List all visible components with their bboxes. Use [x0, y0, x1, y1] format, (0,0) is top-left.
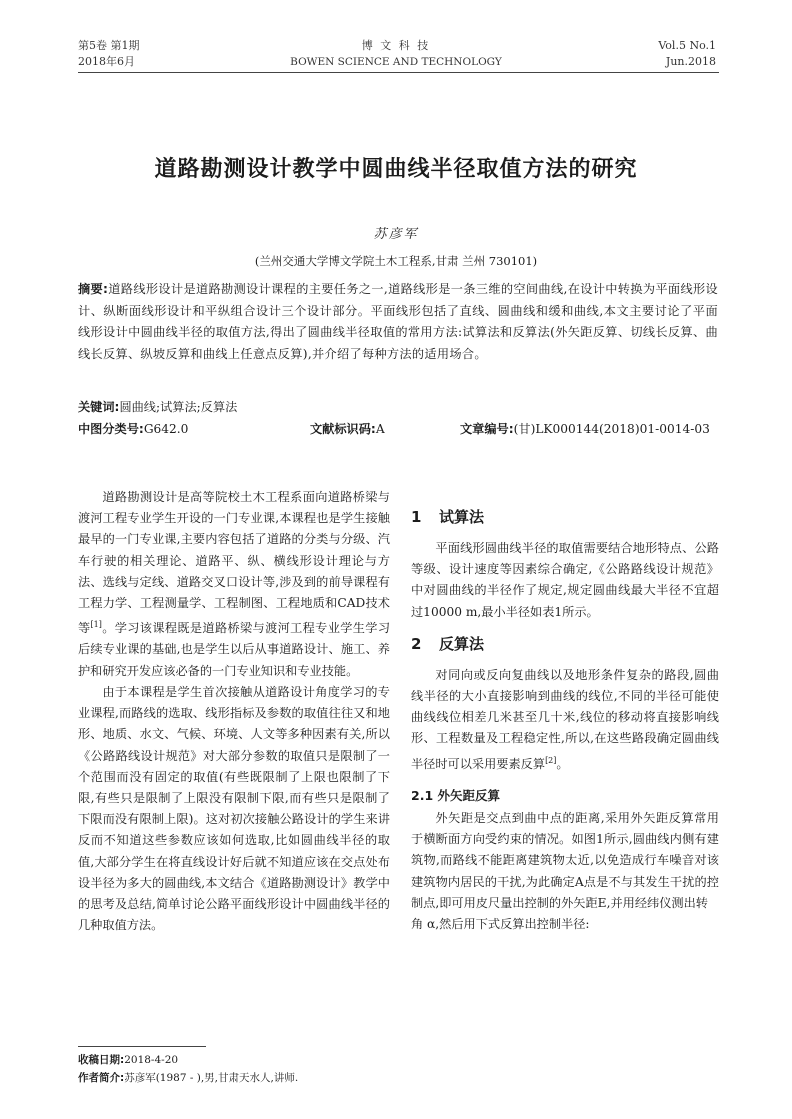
keywords — [78, 397, 718, 417]
affiliation: (兰州交通大学博文学院土木工程系,甘肃 兰州 730101) — [254, 254, 538, 268]
article-value: (甘)LK000144(2018)01-0014-03 — [513, 422, 710, 436]
keywords-text: 圆曲线;试算法;反算法 — [119, 400, 238, 414]
body-right-column — [411, 506, 719, 935]
journal-name-en: BOWEN SCIENCE AND TECHNOLOGY — [290, 56, 502, 68]
subsection-2-1 — [411, 785, 719, 935]
header-volume-en: Vol.5 No.1 — [658, 39, 716, 52]
subsection-2-1-continuation: 角 α,然后用下式反算出控制半径: — [411, 916, 590, 931]
received-value: 2018-4-20 — [124, 1054, 179, 1066]
section-title: 反算法 — [439, 634, 485, 653]
abstract — [78, 279, 718, 365]
abstract-label: 摘要: — [78, 282, 109, 296]
footnote-rule — [78, 1046, 206, 1047]
reference-mark: [1] — [90, 620, 102, 630]
intro-p1-text: 道路勘测设计是高等院校土木工程系面向道路桥梁与渡河工程专业学生开设的一门专业课,本课程也是学生接触最早的一门专业课,主要内容包括了道路的分类与分级、汽车行驶的相关理论、道路平、纵、横线形设计理论与方法、选线与定线、道路交叉口设计等,涉及到的前导课程有工程力学、工程测量学、工程制图、工程地质和CAD技术等 — [78, 490, 390, 636]
section-title: 试算法 — [439, 508, 485, 526]
section-number: 1 — [411, 508, 422, 526]
section-1-text: 平面线形圆曲线半径的取值需要结合地形特点、公路等级、设计速度等因素综合确定,《公路路线设计规范》中对圆曲线的半径作了规定,规定圆曲线最大半径不宜超过10000 m,最小半径如表1所示。 — [411, 541, 719, 619]
header-volume: 第5卷 第1期 — [78, 39, 140, 52]
body-left-column — [78, 487, 390, 936]
section-heading — [411, 506, 719, 528]
author-name: 苏彦军 — [373, 227, 419, 242]
author-bio — [78, 1070, 398, 1087]
abstract-text: 道路线形设计是道路勘测设计课程的主要任务之一,道路线形是一条三维的空间曲线,在设计中转换为平面线形设计、纵断面线形设计和平纵组合设计三个设计部分。平面线形包括了直线、圆曲线和缓和曲线,本文主要讨论了平面线形设计中圆曲线半径的取值方法,得出了圆曲线半径取值的常用方法:试算法和反算法(外矢距反算、切线长反算、曲线长反算、纵坡反算和曲线上任意点反算),并介绍了每种方法的适用场合。 — [78, 282, 718, 361]
keywords-label: 关键词: — [78, 400, 120, 414]
section-heading — [411, 633, 719, 655]
author-bio-value: 苏彦军(1987 - ),男,甘肃天水人,讲师. — [124, 1072, 299, 1084]
header-rule — [78, 72, 719, 73]
section-number: 2 — [411, 634, 422, 653]
article-number — [460, 419, 710, 439]
subsection-heading: 2.1 外矢距反算 — [411, 787, 500, 803]
doc-label: 文献标识码: — [310, 422, 376, 436]
intro-paragraph-1 — [78, 487, 390, 682]
clc-code — [78, 419, 188, 439]
article-title: 道路勘测设计教学中圆曲线半径取值方法的研究 — [154, 157, 638, 182]
section-2-body: 对同向或反向复曲线以及地形条件复杂的路段,圆曲线半径的大小直接影响到曲线的线位,不同的半径可能使曲线线位相差几米甚至几十米,线位的移动将直接影响线形、工程数量及工程稳定性,所以,在这些路段确定圆曲线半径时可以采用要素反算 — [411, 667, 719, 771]
journal-name-cn: 博 文 科 技 — [361, 39, 431, 52]
doc-value: A — [375, 422, 385, 436]
received-date — [78, 1052, 398, 1069]
clc-value: G642.0 — [143, 422, 189, 436]
subsection-2-1-text: 外矢距是交点到曲中点的距离,采用外矢距反算常用于横断面方向受约束的情况。如图1所示,圆曲线内侧有建筑物,而路线不能距离建筑物太近,以免造成行车噪音对该建筑物内居民的干扰,为此确定A点是不与其发生干扰的控制点,即可用皮尺量出控制的外矢距E,并用经纬仪测出转 — [411, 810, 719, 910]
reference-mark: [2] — [545, 755, 557, 765]
section-2-text — [411, 665, 719, 775]
header-date: 2018年6月 — [78, 55, 135, 68]
article-label: 文章编号: — [460, 422, 514, 436]
author-bio-label: 作者简介: — [78, 1072, 125, 1084]
header-date-en: Jun.2018 — [665, 55, 716, 68]
clc-label: 中图分类号: — [78, 422, 144, 436]
section-1 — [411, 506, 719, 623]
document-code — [310, 419, 385, 439]
received-label: 收稿日期: — [78, 1054, 125, 1066]
intro-paragraph-2: 由于本课程是学生首次接触从道路设计角度学习的专业课程,而路线的选取、线形指标及参数的取值往往又和地形、地质、水文、气候、环境、人文等多种因素有关,所以《公路路线设计规范》对大部分参数的取值只是限制了一个范围而没有固定的取值(有些既限制了上限也限制了下限,有些只是限制了上限没有限制下限,而有些只是限制了下限而没有限制上限)。这对初次接触公路设计的学生来讲反而不知道这些参数应该如何选取,比如圆曲线半径的取值,大部分学生在将直线设计好后就不知道应该在交点处布设半径为多大的圆曲线,本文结合《道路勘测设计》教学中的思考及总结,简单讨论公路平面线形设计中圆曲线半径的几种取值方法。 — [78, 684, 390, 933]
intro-p1-end: 。学习该课程既是道路桥梁与渡河工程专业学生学习后续专业课的基础,也是学生以后从事道路设计、施工、养护和研究开发应该必备的一门专业知识和专业技能。 — [78, 621, 391, 678]
section-2-end: 。 — [556, 756, 569, 771]
section-2 — [411, 633, 719, 775]
